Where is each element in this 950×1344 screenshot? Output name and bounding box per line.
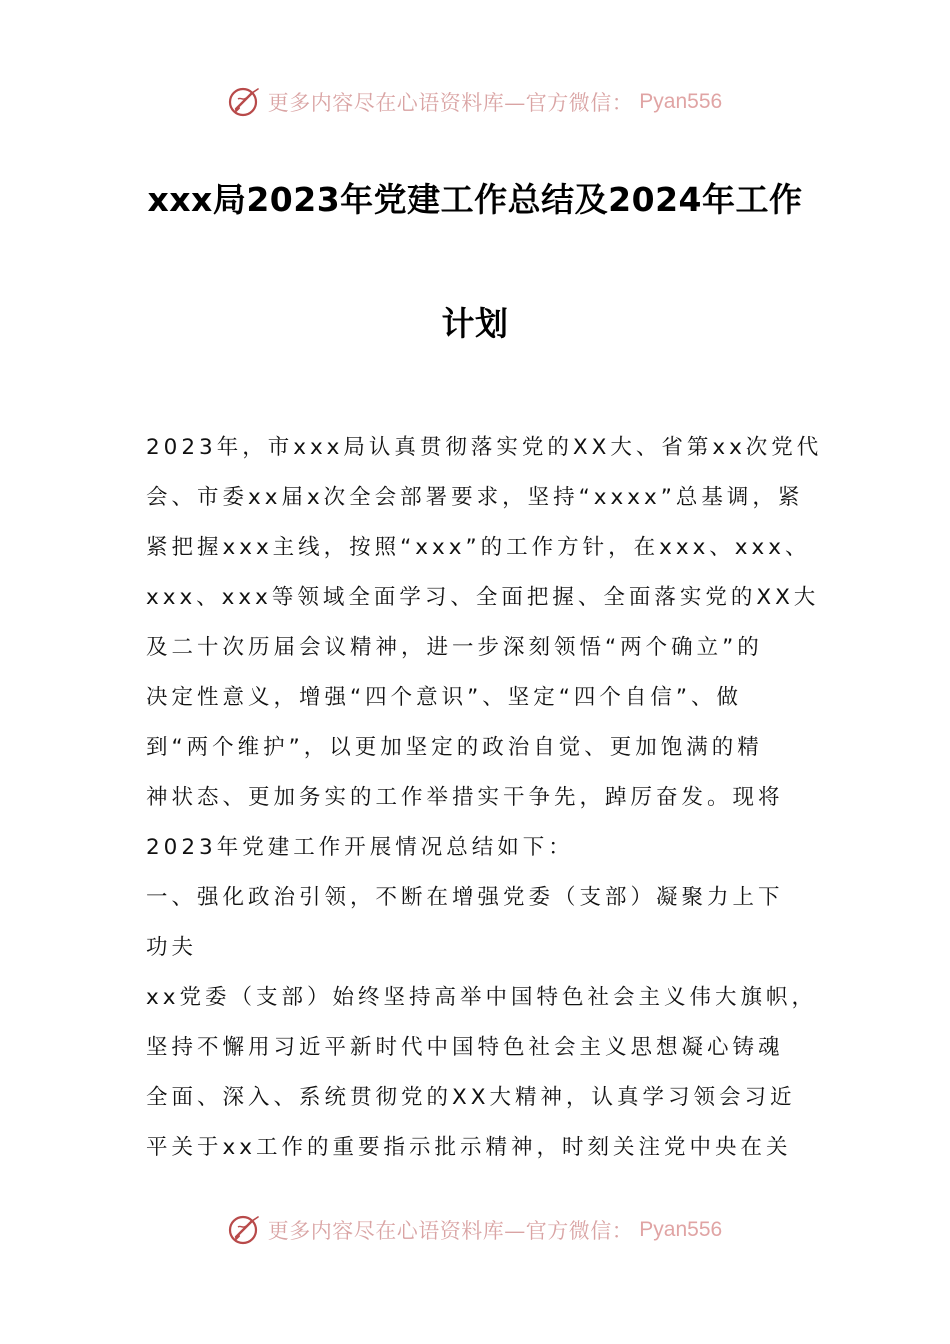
body-line: 决定性意义，增强“四个意识”、坚定“四个自信”、做 [146, 685, 743, 710]
watermark-wechat-id: Pyan556 [639, 90, 723, 113]
body-line: 到“两个维护”，以更加坚定的政治自觉、更加饱满的精 [146, 735, 763, 760]
body-line: 紧把握xxx主线，按照“xxx”的工作方针，在xxx、xxx、 [146, 535, 811, 560]
body-line: 2023年党建工作开展情况总结如下： [146, 835, 574, 860]
watermark-text: 更多内容尽在心语资料库—官方微信： [267, 91, 634, 115]
pen-logo-icon [228, 85, 262, 119]
document-title-continued: 计划 [441, 304, 509, 343]
body-line: xxx、xxx等领域全面学习、全面把握、全面落实党的XX大 [146, 585, 820, 610]
body-line: 会、市委xx届x次全会部署要求，坚持“xxxx”总基调，紧 [146, 485, 804, 510]
body-line: 2023年，市xxx局认真贯彻落实党的XX大、省第xx次党代 [146, 435, 823, 460]
watermark-wechat-id: Pyan556 [639, 1218, 723, 1241]
document-body [146, 428, 823, 1178]
watermark-footer [0, 1210, 950, 1250]
body-line: 全面、深入、系统贯彻党的XX大精神，认真学习领会习近 [146, 1085, 796, 1110]
body-line: xx党委（支部）始终坚持高举中国特色社会主义伟大旗帜， [146, 985, 817, 1010]
body-line: 坚持不懈用习近平新时代中国特色社会主义思想凝心铸魂 [146, 1035, 784, 1060]
section-heading: 一、强化政治引领，不断在增强党委（支部）凝聚力上下 [146, 885, 784, 910]
body-line: 平关于xx工作的重要指示批示精神，时刻关注党中央在关 [146, 1135, 792, 1160]
watermark-header [0, 82, 950, 122]
body-line: 神状态、更加务实的工作举措实干争先，踔厉奋发。现将 [146, 785, 784, 810]
body-line: 及二十次历届会议精神，进一步深刻领悟“两个确立”的 [146, 635, 763, 660]
section-heading-continued: 功夫 [146, 935, 198, 960]
document-title: xxx局2023年党建工作总结及2024年工作 [147, 180, 803, 219]
pen-logo-icon [228, 1213, 262, 1247]
watermark-text: 更多内容尽在心语资料库—官方微信： [267, 1219, 634, 1243]
